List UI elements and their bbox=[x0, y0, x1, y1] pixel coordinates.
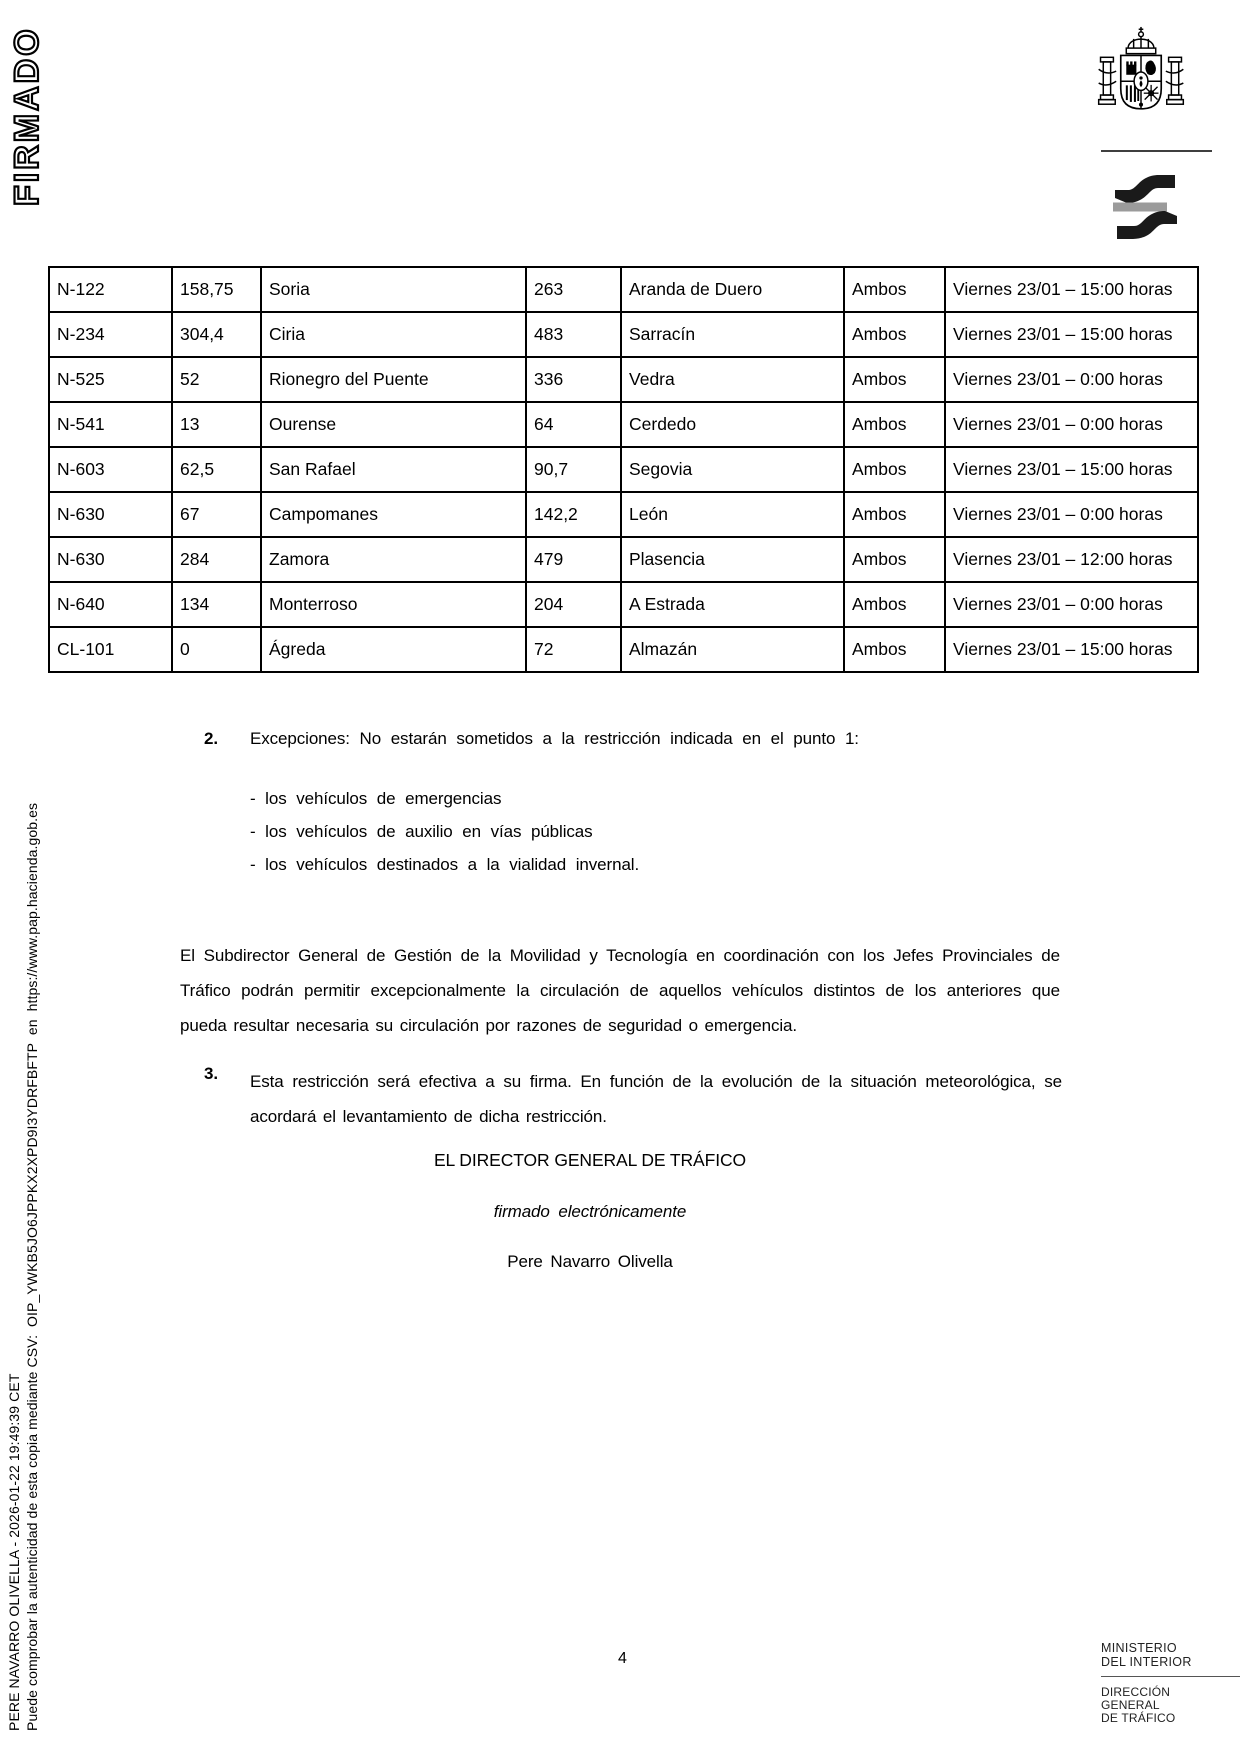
table-cell: N-603 bbox=[49, 447, 172, 492]
exception-item: - los vehículos destinados a la vialidad invernal. bbox=[250, 855, 640, 874]
table-row bbox=[49, 492, 1198, 537]
table-row bbox=[49, 357, 1198, 402]
table-cell: Ambos bbox=[844, 312, 945, 357]
point-2-text: Excepciones: No estarán sometidos a la restricción indicada en el punto 1: bbox=[250, 729, 859, 748]
restrictions-table bbox=[48, 266, 1199, 673]
table-cell: Viernes 23/01 – 15:00 horas bbox=[945, 312, 1198, 357]
firmado-stamp: FIRMADO bbox=[8, 26, 46, 206]
table-cell: Ágreda bbox=[261, 627, 526, 672]
signature-signer-line: PERE NAVARRO OLIVELLA - 2026-01-22 19:49:39 CET bbox=[6, 1373, 22, 1731]
point-3-number: 3. bbox=[204, 1064, 218, 1083]
table-cell: Ambos bbox=[844, 357, 945, 402]
table-cell: Cerdedo bbox=[621, 402, 844, 447]
table-cell: Monterroso bbox=[261, 582, 526, 627]
ministry-divider bbox=[1101, 1676, 1240, 1677]
point-2-number: 2. bbox=[204, 729, 218, 748]
table-cell: Viernes 23/01 – 0:00 horas bbox=[945, 582, 1198, 627]
table-cell: Plasencia bbox=[621, 537, 844, 582]
table-cell: N-640 bbox=[49, 582, 172, 627]
page-number: 4 bbox=[618, 1650, 627, 1667]
table-cell: Campomanes bbox=[261, 492, 526, 537]
table-cell: Ambos bbox=[844, 447, 945, 492]
dgt-logo bbox=[1111, 167, 1183, 245]
table-cell: 304,4 bbox=[172, 312, 261, 357]
table-cell: Ambos bbox=[844, 627, 945, 672]
table-cell: 72 bbox=[526, 627, 621, 672]
table-cell: 67 bbox=[172, 492, 261, 537]
table-cell: Viernes 23/01 – 15:00 horas bbox=[945, 447, 1198, 492]
table-cell: Segovia bbox=[621, 447, 844, 492]
table-cell: Almazán bbox=[621, 627, 844, 672]
table-cell: Vedra bbox=[621, 357, 844, 402]
signature-csv-line: Puede comprobar la autenticidad de esta copia mediante CSV: OIP_YWKB5JO6JPPKX2XPD9I3YDRFBFTP en https://www.pap.hacienda.gob.es bbox=[24, 802, 40, 1731]
exceptions-list bbox=[250, 782, 639, 881]
table-cell: Ambos bbox=[844, 492, 945, 537]
table-cell: 479 bbox=[526, 537, 621, 582]
table-cell: 263 bbox=[526, 267, 621, 312]
ministry-block bbox=[1101, 1642, 1240, 1725]
table-cell: 142,2 bbox=[526, 492, 621, 537]
table-cell: 483 bbox=[526, 312, 621, 357]
header-divider bbox=[1101, 150, 1212, 152]
table-row bbox=[49, 447, 1198, 492]
ministry-line: DEL INTERIOR bbox=[1101, 1654, 1192, 1669]
point-3-text: Esta restricción será efectiva a su firma. En función de la evolución de la situación meteorológica, se acordará el levantamiento de dicha restricción. bbox=[250, 1072, 1062, 1126]
table-cell: Ambos bbox=[844, 402, 945, 447]
signature-method: firmado electrónicamente bbox=[493, 1202, 687, 1221]
subdirector-paragraph: El Subdirector General de Gestión de la Movilidad y Tecnología en coordinación con los Jefes Provinciales de Tráfico podrán permitir excepcionalmente la circulación de aquellos vehículos distintos de los anteriores que pueda resultar necesaria su circulación por razones de seguridad o emergencia. bbox=[180, 946, 1060, 1035]
table-cell: N-541 bbox=[49, 402, 172, 447]
table-cell: 62,5 bbox=[172, 447, 261, 492]
table-cell: Viernes 23/01 – 15:00 horas bbox=[945, 627, 1198, 672]
table-row bbox=[49, 537, 1198, 582]
table-row bbox=[49, 312, 1198, 357]
table-cell: 134 bbox=[172, 582, 261, 627]
table-cell: N-630 bbox=[49, 492, 172, 537]
table-cell: Viernes 23/01 – 0:00 horas bbox=[945, 357, 1198, 402]
table-cell: Zamora bbox=[261, 537, 526, 582]
point-3 bbox=[204, 1064, 1062, 1134]
table-cell: N-630 bbox=[49, 537, 172, 582]
table-cell: Soria bbox=[261, 267, 526, 312]
table-cell: 52 bbox=[172, 357, 261, 402]
spain-coat-of-arms-logo bbox=[1095, 26, 1187, 130]
table-row bbox=[49, 582, 1198, 627]
table-cell: 90,7 bbox=[526, 447, 621, 492]
table-cell: 0 bbox=[172, 627, 261, 672]
table-cell: Viernes 23/01 – 15:00 horas bbox=[945, 267, 1198, 312]
table-cell: Viernes 23/01 – 12:00 horas bbox=[945, 537, 1198, 582]
point-2 bbox=[204, 729, 859, 749]
table-cell: Ourense bbox=[261, 402, 526, 447]
table-cell: Ambos bbox=[844, 582, 945, 627]
ministry-line: MINISTERIO bbox=[1101, 1641, 1177, 1655]
table-cell: N-234 bbox=[49, 312, 172, 357]
table-cell: Ambos bbox=[844, 537, 945, 582]
table-cell: N-525 bbox=[49, 357, 172, 402]
table-cell: Sarracín bbox=[621, 312, 844, 357]
signature-title: EL DIRECTOR GENERAL DE TRÁFICO bbox=[433, 1150, 747, 1170]
department-line: GENERAL bbox=[1101, 1698, 1160, 1712]
exception-item: - los vehículos de auxilio en vías públicas bbox=[250, 822, 593, 841]
table-cell: N-122 bbox=[49, 267, 172, 312]
restrictions-table-body bbox=[49, 267, 1198, 672]
table-cell: 204 bbox=[526, 582, 621, 627]
table-cell: Viernes 23/01 – 0:00 horas bbox=[945, 402, 1198, 447]
table-row bbox=[49, 267, 1198, 312]
table-cell: 336 bbox=[526, 357, 621, 402]
table-cell: Aranda de Duero bbox=[621, 267, 844, 312]
table-cell: CL-101 bbox=[49, 627, 172, 672]
exception-item: - los vehículos de emergencias bbox=[250, 789, 502, 808]
signature-name: Pere Navarro Olivella bbox=[507, 1252, 673, 1271]
table-row bbox=[49, 402, 1198, 447]
department-line: DIRECCIÓN bbox=[1101, 1685, 1171, 1699]
table-cell: Viernes 23/01 – 0:00 horas bbox=[945, 492, 1198, 537]
table-cell: 284 bbox=[172, 537, 261, 582]
table-cell: San Rafael bbox=[261, 447, 526, 492]
table-cell: A Estrada bbox=[621, 582, 844, 627]
table-row bbox=[49, 627, 1198, 672]
table-cell: 158,75 bbox=[172, 267, 261, 312]
table-cell: 64 bbox=[526, 402, 621, 447]
table-cell: Ambos bbox=[844, 267, 945, 312]
department-line: DE TRÁFICO bbox=[1101, 1711, 1176, 1725]
table-cell: León bbox=[621, 492, 844, 537]
table-cell: Ciria bbox=[261, 312, 526, 357]
table-cell: 13 bbox=[172, 402, 261, 447]
table-cell: Rionegro del Puente bbox=[261, 357, 526, 402]
